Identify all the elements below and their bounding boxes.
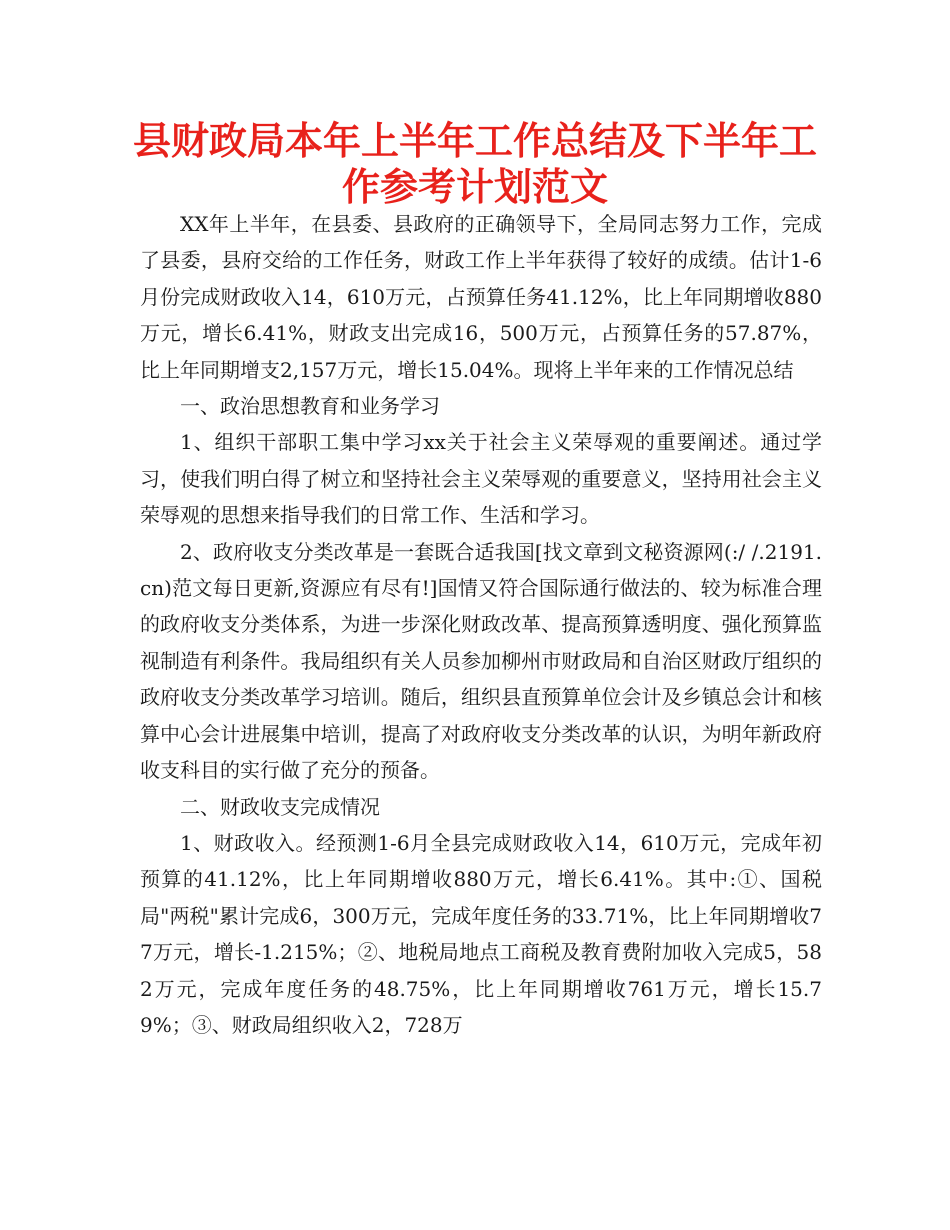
document-title: 县财政局本年上半年工作总结及下半年工作参考计划范文 [132,119,817,209]
paragraph-study: 1、组织干部职工集中学习xx关于社会主义荣辱观的重要阐述。通过学习，使我们明白得了树立和坚持社会主义荣辱观的重要意义，坚持用社会主义荣辱观的思想来指导我们的日常工作、生活和学习。 [140,430,822,528]
document-body [140,206,822,1043]
section-heading-2: 二、财政收支完成情况 [180,794,380,819]
paragraph-reform: 2、政府收支分类改革是一套既合适我国[找文章到文秘资源网(:/ /.2191.cn)范文每日更新,资源应有尽有!]国情又符合国际通行做法的、较为标准合理的政府收支分类体系，为进一步深化财政改革、提高预算透明度、强化预算监视制造有利条件。我局组织有关人员参加柳州市财政局和自治区财政厅组织的政府收支分类改革学习培训。随后，组织县直预算单位会计及乡镇总会计和核算中心会计进展集中培训，提高了对政府收支分类改革的认识，为明年新政府收支科目的实行做了充分的预备。 [140,539,822,783]
paragraph-intro: XX年上半年，在县委、县政府的正确领导下，全局同志努力工作，完成了县委，县府交给的工作任务，财政工作上半年获得了较好的成绩。估计1-6月份完成财政收入14，610万元，占预算任务41.12%，比上年同期增收880万元，增长6.41%，财政支出完成16，500万元，占预算任务的57.87%，比上年同期增支2,157万元，增长15.04%。现将上半年来的工作情况总结 [140,212,822,382]
paragraph-revenue: 1、财政收入。经预测1-6月全县完成财政收入14，610万元，完成年初预算的41.12%，比上年同期增收880万元，增长6.41%。其中:①、国税局"两税"累计完成6，300万元，完成年度任务的33.71%，比上年同期增收77万元，增长-1.215%；②、地税局地点工商税及教育费附加收入完成5，582万元，完成年度任务的48.75%，比上年同期增收761万元，增长15.79%；③、财政局组织收入2，728万 [140,830,822,1037]
section-heading-1: 一、政治思想教育和业务学习 [180,394,440,419]
